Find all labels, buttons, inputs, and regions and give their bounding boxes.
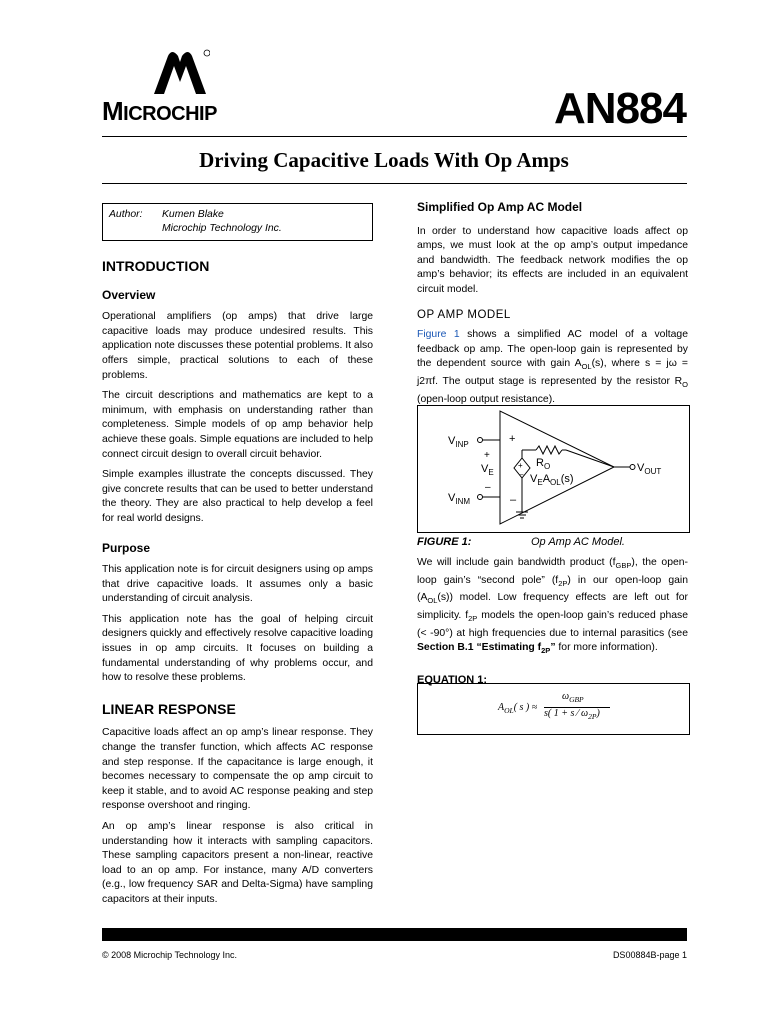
footer-copyright: © 2008 Microchip Technology Inc. <box>102 950 238 960</box>
circuit-label-gain: $V_EA_{OL}(s)$ <box>530 473 574 487</box>
linear-response-heading: LINEAR RESPONSE <box>102 700 236 717</box>
model-paragraph-1: In order to understand how capacitive loads affect op amps, we must look at the op amp’s output impedance and bandwidth. The feedback network modifies the op amp’s behavior; its effects are included in an equivalent circuit model. <box>417 225 688 295</box>
circuit-label-ve: $V_E$ <box>481 463 494 477</box>
plus-sign-noninverting: + <box>509 433 516 445</box>
author-label: Author: <box>109 209 143 220</box>
model-paragraph-2: Figure 1 shows a simplified AC model of a voltage feedback op amp. The open-loop gain is represented by the dependent source with gain $A_{OL}(s)$, where s = jω = j2πf. The output stage is represented by the resistor $R_O$ (open-loop output resistance). <box>417 329 688 405</box>
header-rule <box>102 136 687 137</box>
circuit-label-vout: $V_{OUT}$ <box>637 462 662 476</box>
equation-lhs: $A_{OL}$( s ) ≈ <box>498 702 538 715</box>
author-box <box>102 203 373 241</box>
equation-denominator: s( 1 + s ⁄ $\omega_{2P}$) <box>544 708 600 721</box>
author-name: Kumen Blake <box>162 209 224 220</box>
ve-plus-sign: + <box>484 450 490 461</box>
opamp-circuit-diagram <box>418 406 689 532</box>
overview-heading: Overview <box>102 287 156 302</box>
gbp-paragraph: We will include gain bandwidth product $(f_{GBP})$, the open-loop gain’s “second pole” $(f_{2P})$ in our open-loop gain $(A_{OL}(s))$ model. Low frequency effects are left out for simplicity. $f_{2P}$ models the open-loop gain’s reduced phase (< -90°) at high frequencies due to internal parasitics (see Section B.1 “Estimating $f_{2P}$” for more information). <box>417 557 689 656</box>
source-minus-sign: – <box>519 470 524 479</box>
overview-paragraph-3: Simple examples illustrate the concepts discussed. They give concrete results that can be used to better understand the theory. They are also practical to help develop a feel for real world designs. <box>102 469 373 524</box>
introduction-heading: INTRODUCTION <box>102 258 210 274</box>
model-heading: Simplified Op Amp AC Model <box>417 200 583 214</box>
equation-label: EQUATION 1: <box>417 673 488 686</box>
overview-paragraph-2: The circuit descriptions and mathematics are kept to a minimum, with emphasis on understanding rather than completeness. Simple models of op amp behavior help achieve these goals. Simple equations are included to help connect circuit design to overall circuit behavior. <box>102 390 373 460</box>
section-b1-reference[interactable]: Section B.1 “Estimating $f_{2P}$” <box>417 642 556 656</box>
figure-1-link[interactable]: Figure 1 <box>417 329 460 341</box>
circuit-label-vinp: $V_{INP}$ <box>448 435 469 449</box>
title-rule <box>102 183 687 184</box>
minus-sign-inverting: – <box>510 494 517 506</box>
circuit-label-ro: $R_O$ <box>536 457 551 471</box>
figure-caption: Op Amp AC Model. <box>531 536 625 548</box>
figure-caption-row <box>417 535 688 550</box>
left-column <box>102 203 373 914</box>
gbp-section <box>417 556 688 688</box>
circuit-label-vinm: $V_{INM}$ <box>448 492 471 506</box>
figure-1-box <box>417 405 690 533</box>
company-logo-text: MICROCHIP <box>102 96 217 126</box>
source-plus-sign: + <box>518 461 523 470</box>
microchip-logo-icon <box>150 48 210 98</box>
purpose-heading: Purpose <box>102 540 151 555</box>
purpose-paragraph-2: This application note has the goal of helping circuit designers quickly and effectively resolve capacitive loading issues in op amp circuits. It focuses on building a fundamental understanding of why problems occur, and how to resolve these problems. <box>102 613 373 684</box>
document-title: Driving Capacitive Loads With Op Amps <box>199 148 569 172</box>
footer-bar <box>102 928 687 941</box>
equation-1-box <box>417 683 690 735</box>
linear-paragraph-1: Capacitive loads affect an op amp’s linear response. They change the transfer function, which affects AC response and step response. If the capacitance is large enough, it becomes necessary to compensate the op amp circuit to keep it stable, and to avoid AC response peaking and step response overshoot and ringing. <box>102 727 373 812</box>
overview-paragraph-1: Operational amplifiers (op amps) that drive large capacitive loads may produce undesired results. This application note discusses these potential problems. It also offers simple, practical solutions to each of these problems. <box>102 311 373 381</box>
linear-paragraph-2: An op amp’s linear response is also critical in understanding how it interacts with sampling capacitors. These sampling capacitors present a non-linear, reactive load to an op amp. For instance, many A/D converters (e.g., low frequency SAR and Delta-Sigma) have sampling capacitors at their inputs. <box>102 821 373 905</box>
document-number: AN884 <box>554 84 686 133</box>
ve-minus-sign: – <box>485 482 491 493</box>
opamp-model-heading: OP AMP MODEL <box>417 308 511 321</box>
purpose-paragraph-1: This application note is for circuit designers using op amps that drive capacitive loads. It assumes only a basic understanding of circuit analysis. <box>102 564 373 605</box>
footer-page-number: DS00884B-page 1 <box>612 950 687 960</box>
figure-label: FIGURE 1: <box>417 536 472 548</box>
equation-numerator: $\omega_{GBP}$ <box>562 691 584 704</box>
author-company: Microchip Technology Inc. <box>162 223 282 234</box>
right-column <box>417 200 688 413</box>
